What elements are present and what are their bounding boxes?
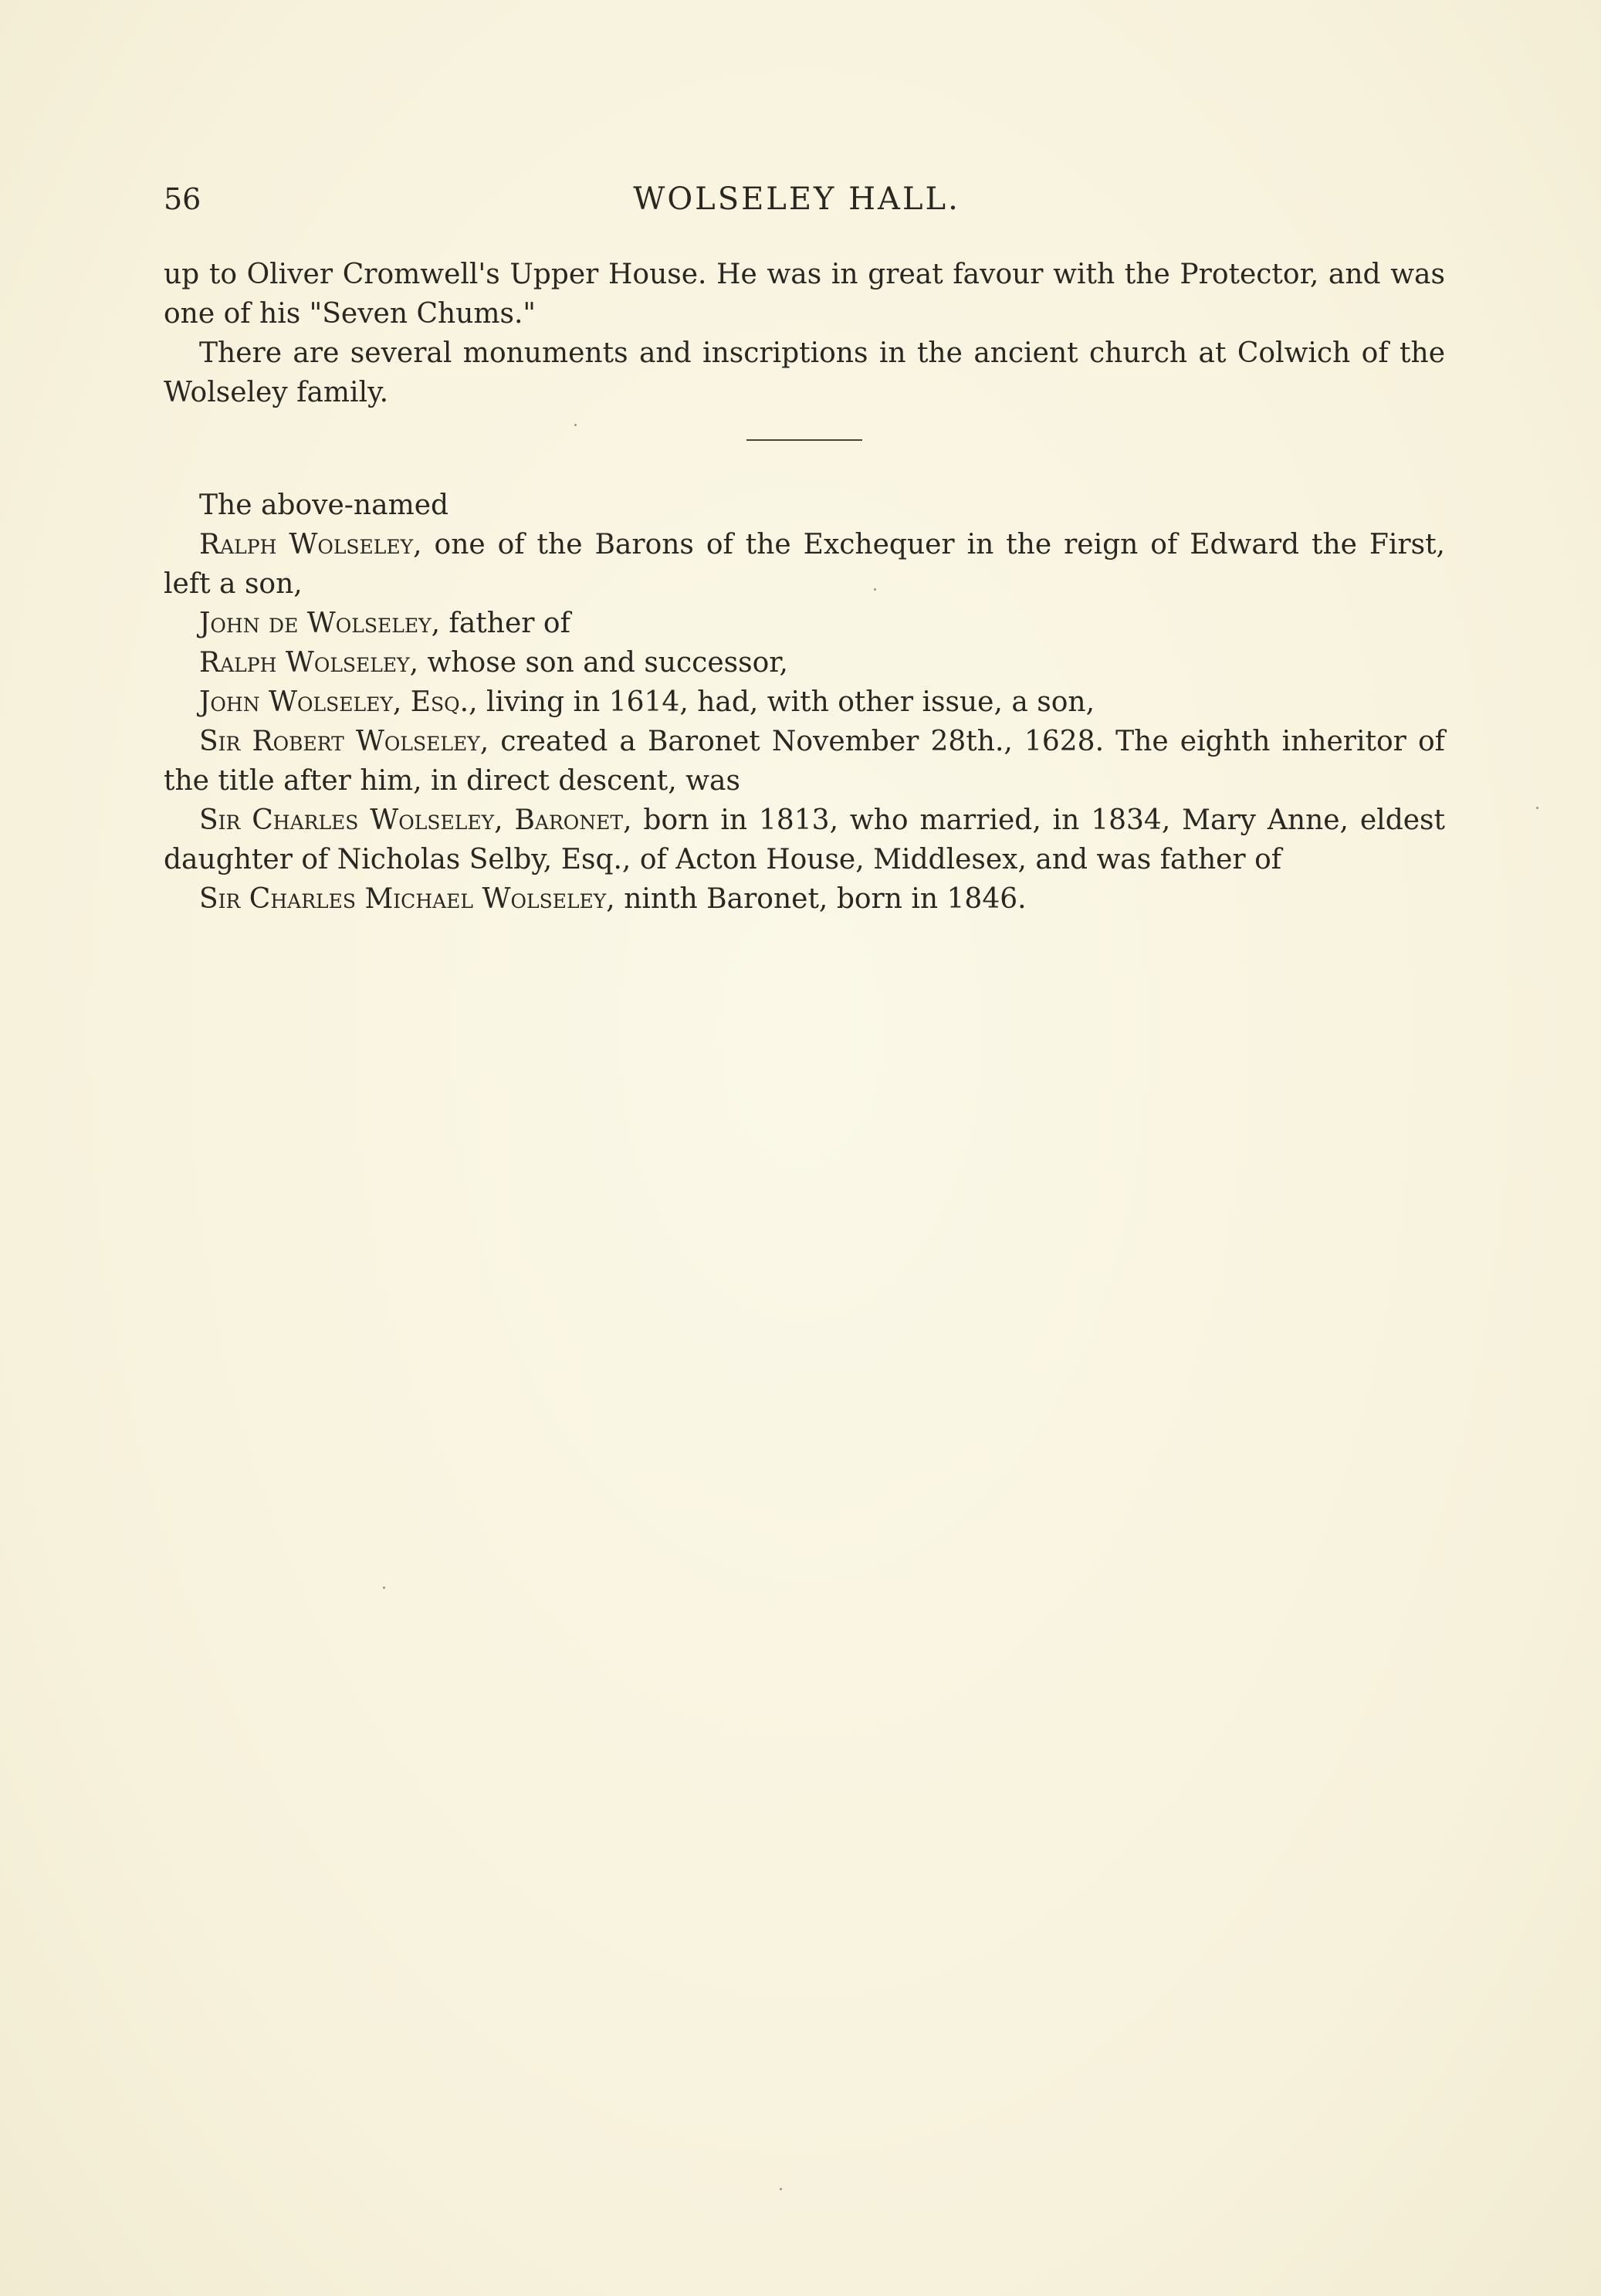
person-name: John Wolseley, Esq., bbox=[199, 686, 478, 718]
person-name: Sir Robert Wolseley, bbox=[199, 726, 489, 757]
page-header bbox=[164, 176, 1445, 222]
person-name: Ralph Wolseley, bbox=[199, 529, 422, 560]
paper-speck bbox=[1536, 807, 1538, 809]
section-divider bbox=[746, 439, 862, 441]
genealogy-entry bbox=[164, 604, 1445, 643]
genealogy-entry bbox=[164, 643, 1445, 682]
person-name: John de Wolseley, bbox=[199, 608, 441, 639]
person-name: Ralph Wolseley, bbox=[199, 647, 419, 679]
genealogy-entry bbox=[164, 879, 1445, 919]
entry-text: living in 1614, had, with other issue, a son, bbox=[477, 686, 1095, 718]
person-name: Sir Charles Wolseley, Baronet, bbox=[199, 804, 632, 836]
person-name: Sir Charles Michael Wolseley, bbox=[199, 883, 615, 915]
genealogy-entry bbox=[164, 722, 1445, 801]
body-text bbox=[164, 255, 1445, 919]
entry-text: created a Baronet November 28th., 1628. The eighth inheritor of the title after him, in direct descent, was bbox=[164, 726, 1445, 797]
entry-text: one of the Barons of the Exchequer in the reign of Edward the First, left a son, bbox=[164, 529, 1445, 600]
paragraph-monuments: There are several monuments and inscriptions in the ancient church at Colwich of the Wolseley family. bbox=[164, 337, 1445, 408]
paper-speck bbox=[383, 1587, 385, 1589]
entry-text: ninth Baronet, born in 1846. bbox=[614, 883, 1027, 915]
entry-text: born in 1813, who married, in 1834, Mary Anne, eldest daughter of Nicholas Selby, Esq., of Acton House, Middlesex, and was father of bbox=[164, 804, 1445, 875]
paper-speck bbox=[574, 424, 577, 426]
genealogy-entry bbox=[164, 801, 1445, 879]
paper-speck bbox=[780, 2188, 782, 2190]
entry-text: father of bbox=[440, 608, 570, 639]
entry-text: whose son and successor, bbox=[418, 647, 788, 679]
genealogy-entry bbox=[164, 525, 1445, 604]
genealogy-entry bbox=[164, 682, 1445, 722]
page-number: 56 bbox=[164, 182, 201, 216]
paragraph-cromwell: up to Oliver Cromwell's Upper House. He was in great favour with the Protector, and was one of his "Seven Chums." bbox=[164, 259, 1445, 330]
running-title: WOLSELEY HALL. bbox=[633, 181, 960, 217]
paper-speck bbox=[874, 588, 876, 591]
genealogy-opening: The above-named bbox=[199, 489, 449, 521]
